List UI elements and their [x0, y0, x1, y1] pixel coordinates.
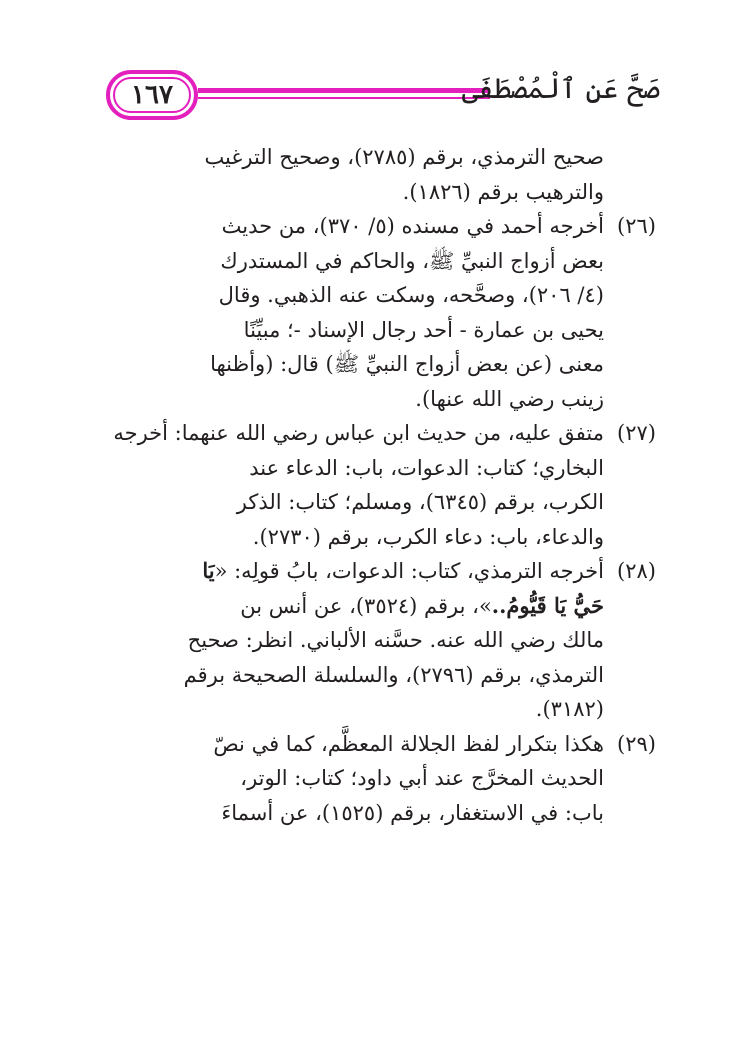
- text-line: أخرجه أحمد في مسنده (٥/ ٣٧٠)، من حديث: [221, 214, 604, 238]
- text-line: يحيى بن عمارة - أحد رجال الإسناد -؛ مبيِّنًا: [243, 317, 604, 342]
- footnote-number: (٢٨): [617, 559, 656, 583]
- text-line: والدعاء، باب: دعاء الكرب، برقم (٢٧٣٠).: [252, 524, 604, 549]
- footnote-number: (٢٧): [617, 421, 656, 445]
- text-line: والترهيب برقم (١٨٢٦).: [402, 179, 604, 204]
- hadith-quote: يَا: [202, 558, 215, 583]
- footnote-number: (٢٦): [617, 214, 656, 238]
- header-rule-thin: [198, 97, 490, 99]
- page-number: ١٦٧: [131, 80, 173, 110]
- text-line: هكذا بتكرار لفظ الجلالة المعظَّم، كما في نصّ: [213, 731, 604, 756]
- text-line: صحيح الترمذي، برقم (٢٧٨٥)، وصحيح الترغيب: [204, 145, 604, 169]
- header-rule-thick: [198, 88, 490, 93]
- text-line: (٤/ ٢٠٦)، وصحَّحه، وسكت عنه الذهبي. وقال: [218, 283, 604, 307]
- running-title: صَحَّ عَنِ ٱلْمُصْطَفَى: [461, 72, 660, 105]
- footnote-27: [104, 416, 656, 554]
- text-line: معنى (عن بعض أزواج النبيِّ ﷺ) قال: (وأظنها: [210, 352, 604, 376]
- text-line: مالك رضي الله عنه. حسَّنه الألباني. انظر: صحيح: [187, 628, 604, 652]
- text-segment: أخرجه الترمذي، كتاب: الدعوات، بابُ قولِه: «: [214, 559, 604, 583]
- footnote-29: [104, 727, 656, 831]
- text-line: الترمذي، برقم (٢٧٩٦)، والسلسلة الصحيحة برقم: [183, 662, 604, 687]
- hadith-quote: حَيُّ يَا قَيُّومُ..: [491, 592, 604, 618]
- footnote-26: [104, 209, 656, 416]
- text-line: [104, 554, 604, 589]
- text-line: (٣١٨٢).: [535, 697, 604, 721]
- footnote-28: [104, 554, 656, 727]
- page-number-badge: [106, 70, 198, 120]
- footnote-text: [104, 554, 604, 727]
- text-line: زينب رضي الله عنها).: [415, 386, 604, 411]
- text-line: الحديث المخرَّج عند أبي داود؛ كتاب: الوتر،: [240, 766, 604, 790]
- footnote-continuation: [104, 140, 656, 209]
- text-line: الكرب، برقم (٦٣٤٥)، ومسلم؛ كتاب: الذكر: [236, 490, 604, 514]
- text-line: متفق عليه، من حديث ابن عباس رضي الله عنهما: أخرجه: [113, 421, 604, 445]
- footnote-number: (٢٩): [617, 731, 656, 756]
- footnote-text: [104, 209, 604, 416]
- text-line: باب: في الاستغفار، برقم (١٥٢٥)، عن أسماءَ: [221, 800, 604, 825]
- footnote-text: [104, 416, 604, 554]
- text-line: بعض أزواج النبيِّ ﷺ، والحاكم في المستدرك: [220, 248, 604, 273]
- text-line: البخاري؛ كتاب: الدعوات، باب: الدعاء عند: [249, 455, 604, 480]
- text-line: [104, 589, 604, 624]
- footnotes: [104, 140, 656, 830]
- footnote-text: [104, 727, 604, 831]
- page-header: [100, 62, 660, 136]
- text-segment: »، برقم (٣٥٢٤)، عن أنس بن: [240, 593, 492, 618]
